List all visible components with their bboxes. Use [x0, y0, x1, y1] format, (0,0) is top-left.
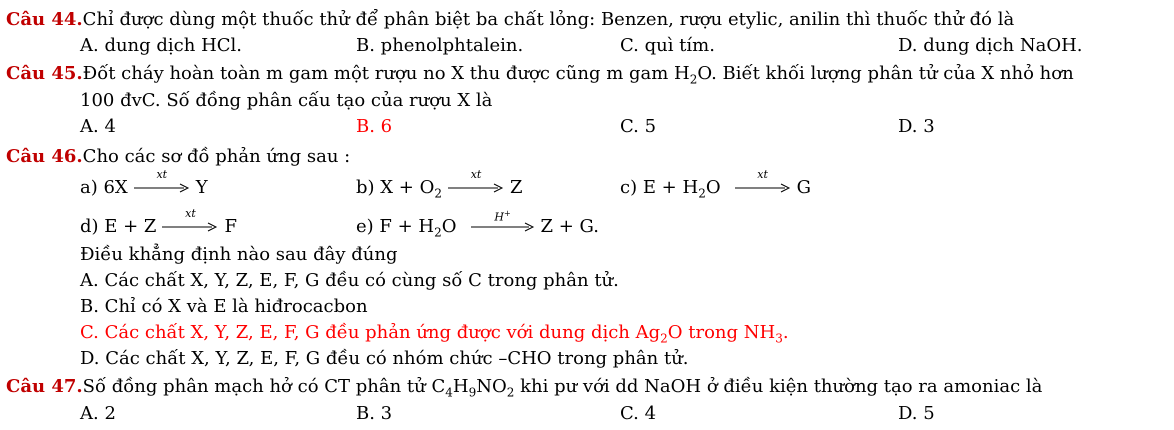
q45-number: Câu 45. — [6, 63, 83, 84]
reaction-c-sub: 2 — [698, 186, 706, 201]
q46-option-c-sub1: 2 — [660, 331, 668, 346]
reaction-e-left: e) F + H — [356, 216, 435, 237]
q47-text-3: NO — [476, 376, 507, 397]
q47-option-d: D. 5 — [898, 403, 935, 424]
q44-number: Câu 44. — [6, 9, 83, 30]
reaction-e — [356, 209, 600, 244]
reaction-c-left: c) E + H — [620, 177, 699, 198]
reaction-b-sub: 2 — [434, 186, 443, 201]
arrow-label: xt — [470, 168, 482, 181]
q46-claim: Điều khẳng định nào sau đây đúng — [80, 244, 398, 265]
reaction-d — [80, 207, 237, 238]
arrow-label: xt — [757, 168, 768, 181]
reaction-arrow-acid — [471, 209, 535, 234]
q44-option-b: B. phenolphtalein. — [356, 35, 524, 56]
q45-stem-line1 — [6, 63, 1074, 91]
arrow-label-h-sup: + — [503, 209, 511, 218]
arrow-label-h: H — [494, 210, 504, 224]
arrow-label: xt — [185, 207, 196, 220]
q46-number: Câu 46. — [6, 146, 83, 167]
reaction-d-left: d) E + Z — [80, 216, 157, 237]
q47-sub-2: 9 — [468, 385, 477, 400]
q47-text-4: khi pư với dd NaOH ở điều kiện thường tạo ra amoniac là — [514, 376, 1043, 397]
reaction-a — [80, 168, 208, 199]
reaction-a-right: Y — [195, 177, 208, 198]
q47-number: Câu 47. — [6, 376, 83, 397]
q47-text-2: H — [452, 376, 469, 397]
reaction-e-right: Z + G. — [540, 216, 600, 237]
reaction-a-left: a) 6X — [80, 177, 128, 198]
q44-text: Chỉ được dùng một thuốc thử để phân biệt ba chất lỏng: Benzen, rượu etylic, anilin thì thuốc thử đó là — [82, 9, 1015, 30]
q44-option-d: D. dung dịch NaOH. — [898, 35, 1083, 56]
reaction-b-left: b) X + O — [356, 177, 435, 198]
q46-stem — [6, 146, 350, 168]
q47-option-c: C. 4 — [620, 403, 657, 424]
q47-sub-1: 4 — [445, 385, 453, 400]
q45-option-d: D. 3 — [898, 116, 935, 137]
reaction-arrow — [735, 168, 791, 195]
reaction-b — [356, 168, 523, 205]
q44-option-a: A. dung dịch HCl. — [80, 35, 243, 56]
reaction-d-right: F — [224, 216, 237, 237]
q46-option-c-text-a: C. Các chất X, Y, Z, E, F, G đều phản ứng được với dung dịch Ag — [80, 322, 661, 343]
q46-option-b: B. Chỉ có X và E là hiđrocacbon — [80, 296, 368, 317]
q46-option-d: D. Các chất X, Y, Z, E, F, G đều có nhóm chức –CHO trong phân tử. — [80, 348, 689, 369]
q46-option-c-text-c: . — [782, 322, 789, 343]
q44-stem — [6, 9, 1014, 31]
q45-sub: 2 — [689, 72, 698, 87]
q46-option-c-text-b: O trong NH — [667, 322, 776, 343]
reaction-arrow — [134, 168, 190, 195]
q45-option-b: B. 6 — [356, 116, 393, 137]
reaction-e-sub: 2 — [434, 225, 442, 240]
q45-text-1a: Đốt cháy hoàn toàn m gam một rượu no X thu được cũng m gam H — [82, 63, 690, 84]
q47-sub-3: 2 — [506, 385, 515, 400]
q46-text: Cho các sơ đồ phản ứng sau : — [82, 146, 351, 167]
q45-stem-line2: 100 đvC. Số đồng phân cấu tạo của rượu X là — [80, 90, 493, 111]
q44-option-c: C. quì tím. — [620, 35, 715, 56]
q45-text-1b: O. Biết khối lượng phân tử của X nhỏ hơn — [697, 63, 1074, 84]
q45-option-c: C. 5 — [620, 116, 657, 137]
q47-stem — [6, 376, 1042, 404]
q47-option-b: B. 3 — [356, 403, 393, 424]
q46-option-a: A. Các chất X, Y, Z, E, F, G đều có cùng số C trong phân tử. — [80, 270, 619, 291]
reaction-arrow — [162, 207, 218, 234]
reaction-c-mid: O — [705, 177, 721, 198]
reaction-e-mid: O — [441, 216, 457, 237]
reaction-c-right: G — [796, 177, 811, 198]
q46-option-c — [80, 322, 789, 350]
q46-option-c-sub2: 3 — [775, 331, 783, 346]
q47-text-1: Số đồng phân mạch hở có CT phân tử C — [82, 376, 446, 397]
arrow-label: xt — [156, 168, 168, 181]
q45-option-a: A. 4 — [80, 116, 116, 137]
reaction-c — [620, 168, 811, 205]
reaction-b-right: Z — [510, 177, 523, 198]
reaction-arrow — [448, 168, 504, 195]
q47-option-a: A. 2 — [80, 403, 116, 424]
